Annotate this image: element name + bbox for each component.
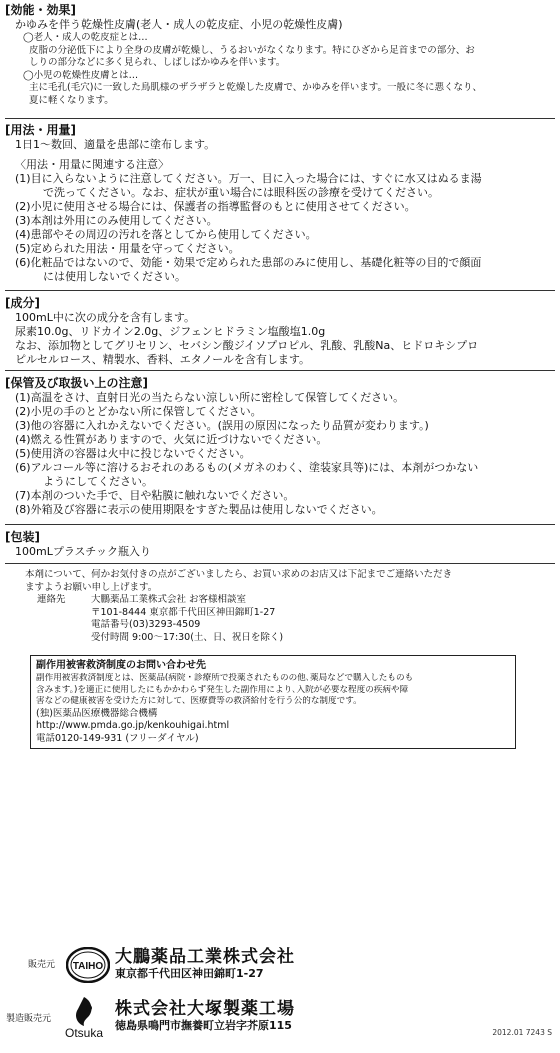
ingredients-header: [成分] — [5, 296, 40, 310]
storage-note: (7)本剤のついた手で、目や粘膜に触れないでください。 — [15, 489, 295, 502]
contact-intro: ますようお願い申し上げます。 — [25, 581, 158, 593]
storage-header: [保管及び取扱い上の注意] — [5, 376, 148, 390]
efficacy-header: [効能・効果] — [5, 3, 76, 17]
efficacy-text: 皮脂の分泌低下により全身の皮膚が乾燥し、うるおいがなくなります。特にひざから足首までの部分、お — [29, 44, 475, 56]
storage-section — [5, 376, 553, 517]
relief-url: http://www.pmda.go.jp/kenkouhigai.html — [36, 720, 230, 731]
package-header: [包装] — [5, 530, 40, 544]
storage-note: (8)外箱及び容器に表示の使用期限をすぎた製品は使用しないでください。 — [15, 503, 383, 516]
package-text: 100mLプラスチック瓶入り — [15, 545, 151, 558]
usage-note: (3)本剤は外用にのみ使用してください。 — [15, 214, 218, 227]
usage-note: で洗ってください。なお、症状が重い場合には眼科医の診療を受けてください。 — [43, 186, 439, 199]
storage-note: (3)他の容器に入れかえないでください。(誤用の原因になったり品質が変わります。) — [15, 419, 429, 432]
divider — [5, 524, 555, 525]
ingredients-text: なお、添加物としてグリセリン、セバシン酸ジイソプロピル、乳酸、乳酸Na、ヒドロキシプロ — [15, 339, 479, 352]
efficacy-text: しりの部分などに多く見られ、しばしばかゆみを伴います。 — [29, 57, 286, 68]
contact-phone: 電話番号(03)3293-4509 — [91, 619, 201, 630]
seller-block — [28, 945, 508, 987]
divider — [5, 563, 555, 564]
usage-notes-header: 〈用法・用量に関連する注意〉 — [15, 158, 169, 171]
otsuka-logo-icon — [58, 995, 110, 1039]
usage-note: (5)定められた用法・用量を守ってください。 — [15, 242, 240, 255]
contact-label: 連絡先 — [37, 594, 66, 605]
efficacy-section — [5, 3, 553, 107]
manufacturer-block — [6, 995, 508, 1039]
footer-code: 2012.01 7243 S — [492, 1028, 552, 1037]
efficacy-text: 主に毛孔(毛穴)に一致した鳥肌様のザラザラと乾燥した皮膚で、かゆみを伴います。一般に冬に悪くなり、 — [29, 82, 482, 93]
ingredients-text: ピルセルロース、精製水、香料、エタノールを含有します。 — [15, 353, 311, 366]
relief-org: (独)医薬品医療機器総合機構 — [36, 707, 158, 719]
storage-note: (1)高温をさけ、直射日光の当たらない涼しい所に密栓して保管してください。 — [15, 391, 405, 404]
divider — [5, 370, 555, 371]
ingredients-text: 尿素10.0g、リドカイン2.0g、ジフェンヒドラミン塩酸塩1.0g — [15, 325, 326, 338]
contact-hours: 受付時間 9:00～17:30(土、日、祝日を除く) — [91, 631, 284, 643]
seller-address: 東京都千代田区神田錦町1-27 — [115, 967, 264, 980]
package-section — [5, 530, 553, 559]
usage-note: には使用しないでください。 — [43, 270, 186, 283]
taiho-logo-icon — [66, 947, 110, 983]
relief-system-box — [30, 655, 516, 749]
relief-title: 副作用被害救済制度のお問い合わせ先 — [36, 660, 206, 671]
efficacy-text: かゆみを伴う乾燥性皮膚(老人・成人の乾皮症、小児の乾燥性皮膚) — [15, 18, 343, 31]
seller-name: 大鵬薬品工業株式会社 — [115, 947, 295, 967]
divider — [5, 118, 555, 119]
storage-note: ようにしてください。 — [43, 475, 153, 488]
relief-body: 副作用被害救済制度とは、医薬品(病院・診療所で投薬されたものの他､薬局などで購入したものも — [36, 673, 414, 683]
efficacy-text: 夏に軽くなります。 — [29, 94, 114, 106]
storage-note: (5)使用済の容器は火中に投じないでください。 — [15, 447, 251, 460]
divider — [5, 290, 555, 291]
efficacy-text: ◯老人・成人の乾皮症とは… — [23, 32, 148, 43]
storage-note: (6)アルコール等に溶けるおそれのあるもの(メガネのわく、塗装家具等)には、本剤がつかない — [15, 461, 479, 474]
contact-intro: 本剤について、何かお気付きの点がございましたら、お買い求めのお店又は下記までご連絡いただき — [25, 569, 453, 580]
contact-address: 〒101-8444 東京都千代田区神田錦町1-27 — [91, 606, 276, 618]
relief-body: 含みます。)を適正に使用したにもかかわらず発生した副作用により､入院が必要な程度の疾病や障 — [36, 684, 409, 695]
manufacturer-name: 株式会社大塚製薬工場 — [115, 999, 295, 1019]
efficacy-text: ◯小児の乾燥性皮膚とは… — [23, 69, 139, 81]
contact-section — [25, 569, 555, 644]
usage-note: (1)目に入らないように注意してください。万一、目に入った場合には、すぐに水又はぬるま湯 — [15, 172, 482, 185]
usage-note: (6)化粧品ではないので、効能・効果で定められた患部のみに使用し、基礎化粧等の目的で顔面 — [15, 256, 482, 269]
otsuka-logo-text: Otsuka — [64, 1026, 104, 1039]
manufacturer-role: 製造販売元 — [6, 1014, 52, 1024]
relief-phone: 電話0120-149-931 (フリーダイヤル) — [36, 732, 199, 744]
taiho-logo-text: TAIHO — [72, 961, 104, 972]
manufacturer-address: 徳島県鳴門市撫養町立岩字芥原115 — [115, 1019, 292, 1032]
usage-header: [用法・用量] — [5, 123, 76, 137]
storage-note: (2)小児の手のとどかない所に保管してください。 — [15, 405, 262, 418]
relief-body: 害などの健康被害を受けた方に対して、医療費等の救済給付を行う公的な制度です。 — [36, 696, 362, 706]
ingredients-text: 100mL中に次の成分を含有します。 — [15, 311, 195, 324]
usage-text: 1日1～数回、適量を患部に塗布します。 — [15, 138, 216, 151]
storage-note: (4)燃える性質がありますので、火気に近づけないでください。 — [15, 433, 328, 446]
contact-company: 大鵬薬品工業株式会社 お客様相談室 — [91, 594, 247, 605]
usage-section — [5, 123, 553, 284]
usage-note: (2)小児に使用させる場合には、保護者の指導監督のもとに使用させてください。 — [15, 200, 416, 213]
usage-note: (4)患部やその周辺の汚れを落としてから使用してください。 — [15, 228, 317, 241]
ingredients-section — [5, 296, 553, 367]
seller-role: 販売元 — [28, 960, 56, 970]
